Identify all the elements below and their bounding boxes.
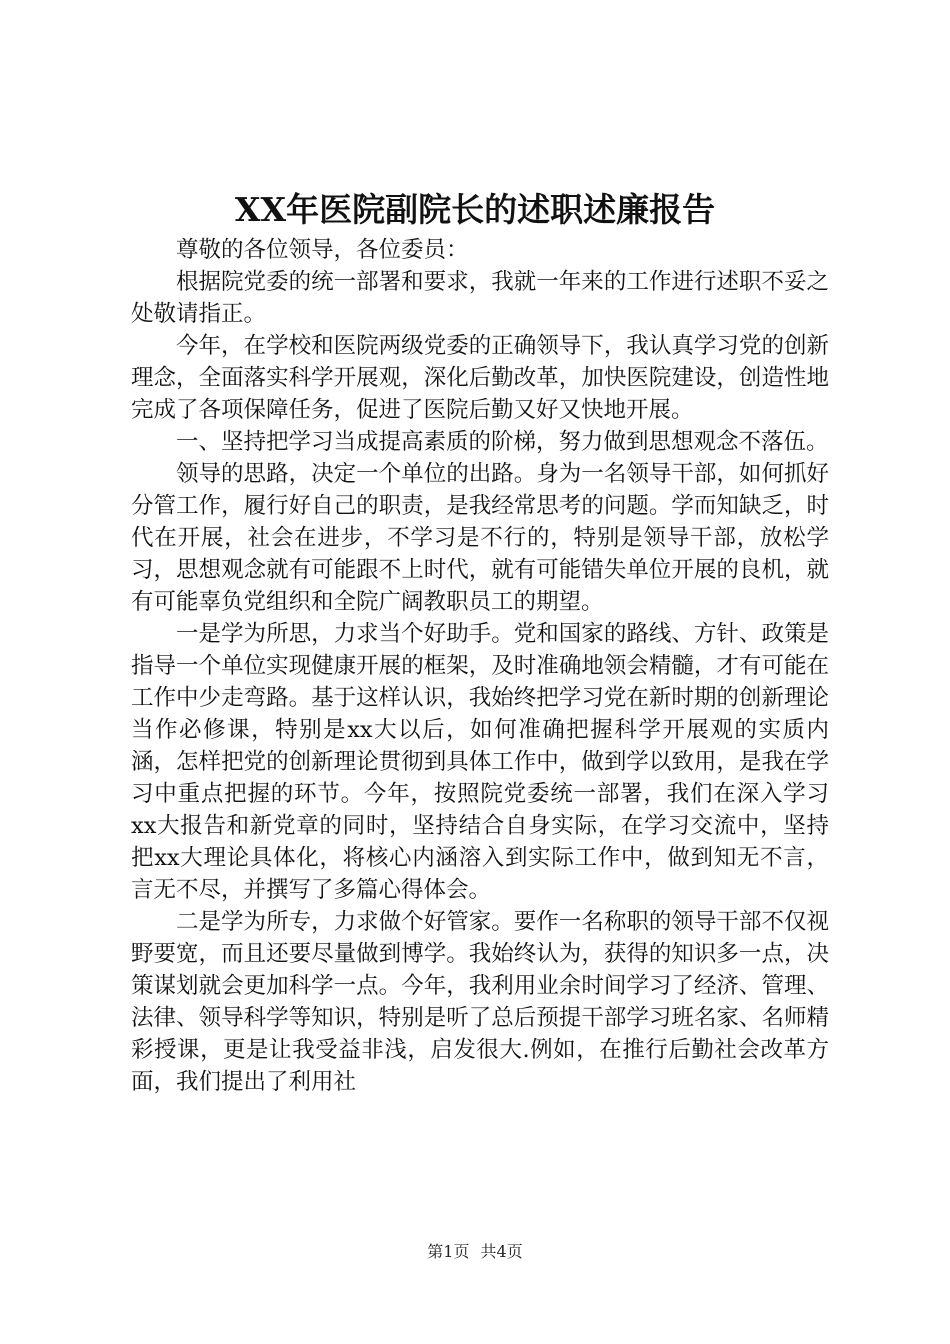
body-paragraph: 一是学为所思，力求当个好助手。党和国家的路线、方针、政策是指导一个单位实现健康开展的框架，及时准确地领会精髓，才有可能在工作中少走弯路。基于这样认识，我始终把学习党在新时期的创新理论当作必修课，特别是xx大以后，如何准确把握科学开展观的实质内涵，怎样把党的创新理论贯彻到具体工作中，做到学以致用，是我在学习中重点把握的环节。今年，按照院党委统一部署，我们在深入学习xx大报告和新党章的同时，坚持结合自身实际，在学习交流中，坚持把xx大理论具体化，将核心内涵溶入到实际工作中，做到知无不言，言无不尽，并撰写了多篇心得体会。 bbox=[131, 621, 829, 903]
document-body bbox=[131, 234, 829, 1098]
salutation-paragraph: 尊敬的各位领导，各位委员： bbox=[176, 237, 469, 263]
section-heading-1: 一、坚持把学习当成提高素质的阶梯，努力做到思想观念不落伍。 bbox=[176, 429, 829, 455]
summary-paragraph: 今年，在学校和医院两级党委的正确领导下，我认真学习党的创新理念，全面落实科学开展观，深化后勤改革，加快医院建设，创造性地完成了各项保障任务，促进了医院后勤又好又快地开展。 bbox=[131, 333, 829, 423]
body-paragraph: 领导的思路，决定一个单位的出路。身为一名领导干部，如何抓好分管工作，履行好自己的职责，是我经常思考的问题。学而知缺乏，时代在开展，社会在进步，不学习是不行的，特别是领导干部，放松学习，思想观念就有可能跟不上时代，就有可能错失单位开展的良机，就有可能辜负党组织和全院广阔教职员工的期望。 bbox=[131, 461, 829, 615]
body-paragraph: 二是学为所专，力求做个好管家。要作一名称职的领导干部不仅视野要宽，而且还要尽量做到博学。我始终认为，获得的知识多一点，决策谋划就会更加科学一点。今年，我利用业余时间学习了经济、管理、法律、领导科学等知识，特别是听了总后预提干部学习班名家、名师精彩授课，更是让我受益非浅，启发很大.例如，在推行后勤社会改革方面，我们提出了利用社 bbox=[131, 909, 829, 1095]
document-title: XX年医院副院长的述职述廉报告 bbox=[234, 190, 716, 229]
page-footer bbox=[0, 1240, 950, 1264]
page-total: 共4页 bbox=[480, 1242, 523, 1261]
intro-paragraph: 根据院党委的统一部署和要求，我就一年来的工作进行述职不妥之处敬请指正。 bbox=[131, 269, 829, 327]
page-number: 第1页 bbox=[427, 1242, 470, 1261]
